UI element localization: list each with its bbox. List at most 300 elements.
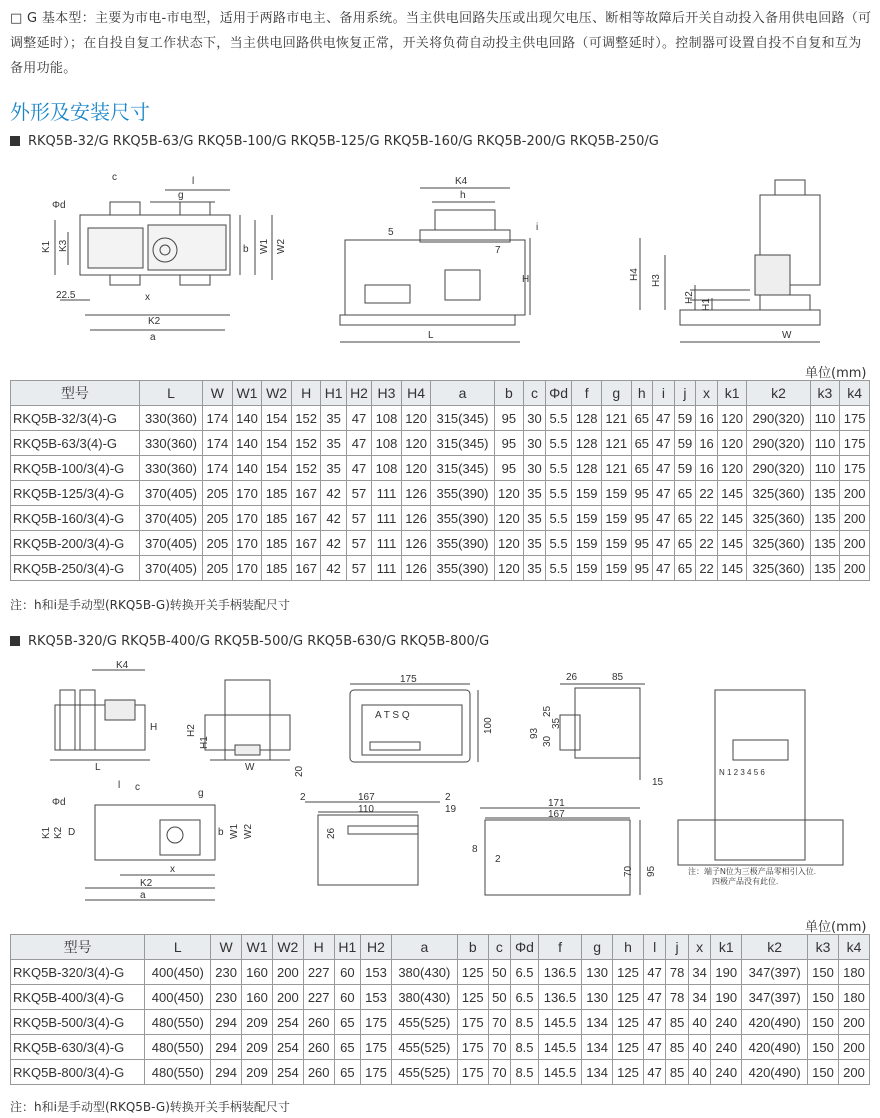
label-25: 25 xyxy=(542,705,553,717)
table-cell: 65 xyxy=(631,456,653,481)
label2-g: g xyxy=(198,788,204,799)
model-cell: RKQ5B-400/3(4)-G xyxy=(11,985,145,1010)
table-cell: 175 xyxy=(361,1060,392,1085)
table-cell: 480(550) xyxy=(145,1060,211,1085)
column-header: l xyxy=(643,935,665,960)
table-cell: 325(360) xyxy=(747,506,810,531)
label-w2: W2 xyxy=(276,239,287,254)
table-cell: 294 xyxy=(211,1060,242,1085)
table-cell: 78 xyxy=(666,985,688,1010)
model-cell: RKQ5B-100/3(4)-G xyxy=(11,456,140,481)
table-cell: 152 xyxy=(291,431,321,456)
table-cell: 200 xyxy=(838,1010,869,1035)
table-cell: 57 xyxy=(346,481,371,506)
table-cell: 190 xyxy=(711,985,742,1010)
label-2c: 2 xyxy=(495,854,501,865)
table-cell: 254 xyxy=(272,1035,303,1060)
terminal-view xyxy=(678,690,843,865)
table-cell: 50 xyxy=(488,985,510,1010)
table-cell: 175 xyxy=(361,1010,392,1035)
table-cell: 260 xyxy=(303,1035,334,1060)
table-cell: 294 xyxy=(211,1010,242,1035)
column-header: W1 xyxy=(242,935,273,960)
table-cell: 121 xyxy=(601,406,631,431)
table-cell: 150 xyxy=(808,985,839,1010)
table-cell: 240 xyxy=(711,1010,742,1035)
table-cell: 209 xyxy=(242,1010,273,1035)
label-2b: 2 xyxy=(445,792,451,803)
series-1-heading xyxy=(10,134,659,149)
table-cell: 78 xyxy=(666,960,688,985)
table-cell: 209 xyxy=(242,1060,273,1085)
table-cell: 420(490) xyxy=(742,1035,808,1060)
table-cell: 370(405) xyxy=(139,481,202,506)
table-cell: 110 xyxy=(810,431,840,456)
table-row xyxy=(11,531,870,556)
table-cell: 59 xyxy=(674,456,696,481)
table-cell: 50 xyxy=(488,960,510,985)
table-cell: 95 xyxy=(631,481,653,506)
table-cell: 159 xyxy=(572,556,602,581)
table-cell: 420(490) xyxy=(742,1060,808,1085)
bullet-square-icon xyxy=(10,136,20,146)
column-header: x xyxy=(696,381,718,406)
column-header: W1 xyxy=(232,381,262,406)
table-cell: 120 xyxy=(494,556,524,581)
series-2-label: RKQ5B-320/G RKQ5B-400/G RKQ5B-500/G RKQ5B-630/G RKQ5B-800/G xyxy=(28,634,490,649)
table-cell: 200 xyxy=(272,985,303,1010)
table-cell: 175 xyxy=(840,406,870,431)
column-header: h xyxy=(613,935,644,960)
table-cell: 65 xyxy=(631,406,653,431)
table-cell: 150 xyxy=(808,1035,839,1060)
column-header: c xyxy=(488,935,510,960)
table-cell: 260 xyxy=(303,1010,334,1035)
diagram-note-1: 注：端子N位为三极产品零相引入位. xyxy=(688,867,816,876)
table-cell: 108 xyxy=(372,406,402,431)
table-cell: 5.5 xyxy=(545,556,572,581)
column-header: k1 xyxy=(717,381,747,406)
table-cell: 174 xyxy=(203,456,233,481)
table-cell: 455(525) xyxy=(391,1060,457,1085)
table-row xyxy=(11,431,870,456)
column-header: k4 xyxy=(840,381,870,406)
table-cell: 154 xyxy=(262,406,292,431)
label-100: 100 xyxy=(483,717,494,734)
label-h: H xyxy=(522,274,530,285)
column-header: H2 xyxy=(346,381,371,406)
label-93: 93 xyxy=(529,727,540,739)
cutout-view xyxy=(529,672,664,788)
table-cell: 120 xyxy=(401,431,431,456)
label-7: 7 xyxy=(495,245,501,256)
drawings-set-2 xyxy=(0,660,880,910)
label-k2: K2 xyxy=(148,316,161,327)
front-view-2 xyxy=(41,780,254,901)
table-cell: 95 xyxy=(631,506,653,531)
table-cell: 95 xyxy=(494,406,524,431)
table-cell: 134 xyxy=(582,1035,613,1060)
table-cell: 160 xyxy=(242,960,273,985)
table-cell: 65 xyxy=(334,1035,360,1060)
label-h4: H4 xyxy=(629,268,640,281)
table-cell: 65 xyxy=(674,556,696,581)
table-cell: 47 xyxy=(653,506,675,531)
table-cell: 480(550) xyxy=(145,1010,211,1035)
table-cell: 315(345) xyxy=(431,406,494,431)
table-cell: 59 xyxy=(674,431,696,456)
isometric-view-2 xyxy=(50,660,157,773)
table-cell: 325(360) xyxy=(747,481,810,506)
table-cell: 128 xyxy=(572,431,602,456)
table-cell: 159 xyxy=(601,481,631,506)
column-header: b xyxy=(457,935,488,960)
table-cell: 145.5 xyxy=(538,1010,581,1035)
table-cell: 126 xyxy=(401,506,431,531)
table-cell: 150 xyxy=(808,960,839,985)
drawings-set-1 xyxy=(0,160,880,360)
table-cell: 240 xyxy=(711,1060,742,1085)
label2-x: x xyxy=(170,864,175,875)
table-cell: 121 xyxy=(601,456,631,481)
label-175: 175 xyxy=(400,674,417,685)
table-cell: 47 xyxy=(643,1060,665,1085)
table-cell: 205 xyxy=(203,531,233,556)
model-cell: RKQ5B-200/3(4)-G xyxy=(11,531,140,556)
label2-k1: K1 xyxy=(41,826,52,839)
table-cell: 160 xyxy=(242,985,273,1010)
table-cell: 5.5 xyxy=(545,406,572,431)
table-cell: 227 xyxy=(303,985,334,1010)
label2-c: c xyxy=(135,782,140,793)
table-cell: 85 xyxy=(666,1035,688,1060)
table-cell: 120 xyxy=(717,406,747,431)
model-cell: RKQ5B-250/3(4)-G xyxy=(11,556,140,581)
table-row xyxy=(11,1010,870,1035)
table-cell: 35 xyxy=(524,556,546,581)
table-cell: 47 xyxy=(653,531,675,556)
label-171: 171 xyxy=(548,798,565,809)
column-header: k3 xyxy=(810,381,840,406)
table-cell: 95 xyxy=(631,556,653,581)
table-cell: 65 xyxy=(334,1060,360,1085)
label-167b: 167 xyxy=(548,809,565,820)
table-cell: 57 xyxy=(346,556,371,581)
table-cell: 455(525) xyxy=(391,1035,457,1060)
table-cell: 5.5 xyxy=(545,456,572,481)
table-cell: 5.5 xyxy=(545,506,572,531)
spec-table-1 xyxy=(10,380,870,581)
table-cell: 200 xyxy=(840,556,870,581)
table-cell: 200 xyxy=(840,531,870,556)
table-cell: 70 xyxy=(488,1010,510,1035)
table-cell: 126 xyxy=(401,556,431,581)
table-cell: 260 xyxy=(303,1060,334,1085)
label-phid: Φd xyxy=(52,200,66,211)
table-cell: 400(450) xyxy=(145,985,211,1010)
table-cell: 150 xyxy=(808,1060,839,1085)
table-cell: 111 xyxy=(372,481,402,506)
table-cell: 154 xyxy=(262,431,292,456)
column-header: 型号 xyxy=(11,935,145,960)
table-cell: 190 xyxy=(711,960,742,985)
label-k1: K1 xyxy=(41,240,52,253)
table-cell: 330(360) xyxy=(139,406,202,431)
table-cell: 175 xyxy=(457,1035,488,1060)
table-cell: 175 xyxy=(840,456,870,481)
table-header-row xyxy=(11,935,870,960)
label2-l: l xyxy=(118,780,121,791)
table-cell: 152 xyxy=(291,406,321,431)
table-cell: 120 xyxy=(494,481,524,506)
table-cell: 185 xyxy=(262,556,292,581)
table-cell: 170 xyxy=(232,531,262,556)
table-cell: 167 xyxy=(291,481,321,506)
label-k4: K4 xyxy=(455,176,468,187)
table-cell: 85 xyxy=(666,1060,688,1085)
table-cell: 167 xyxy=(291,506,321,531)
table-cell: 22 xyxy=(696,506,718,531)
table-cell: 145.5 xyxy=(538,1035,581,1060)
table-cell: 175 xyxy=(457,1010,488,1035)
table-cell: 135 xyxy=(810,481,840,506)
table-cell: 370(405) xyxy=(139,556,202,581)
table-cell: 35 xyxy=(321,431,346,456)
table-cell: 70 xyxy=(488,1060,510,1085)
column-header: g xyxy=(601,381,631,406)
table-cell: 159 xyxy=(572,506,602,531)
label2-w: W xyxy=(245,762,255,773)
table-cell: 290(320) xyxy=(747,406,810,431)
table-cell: 480(550) xyxy=(145,1035,211,1060)
table-cell: 42 xyxy=(321,556,346,581)
diagram-note-2: 四极产品没有此位. xyxy=(712,877,779,886)
table-row xyxy=(11,481,870,506)
column-header: 型号 xyxy=(11,381,140,406)
column-header: W xyxy=(211,935,242,960)
table-cell: 30 xyxy=(524,431,546,456)
table-cell: 135 xyxy=(810,531,840,556)
table-cell: 330(360) xyxy=(139,456,202,481)
side-view-2 xyxy=(186,680,305,777)
table-cell: 110 xyxy=(810,406,840,431)
table-cell: 145 xyxy=(717,556,747,581)
table-cell: 167 xyxy=(291,531,321,556)
table-cell: 120 xyxy=(401,456,431,481)
panel-text: A T S Q xyxy=(375,710,410,721)
end-view-1 xyxy=(629,180,820,342)
table-cell: 8.5 xyxy=(511,1010,539,1035)
table-cell: 200 xyxy=(840,481,870,506)
table-cell: 290(320) xyxy=(747,456,810,481)
table-cell: 128 xyxy=(572,406,602,431)
table-cell: 347(397) xyxy=(742,960,808,985)
label-l: l xyxy=(192,176,195,187)
table-cell: 57 xyxy=(346,506,371,531)
label-15: 15 xyxy=(652,777,664,788)
label-w1: W1 xyxy=(259,239,270,254)
label2-h1: H1 xyxy=(199,736,210,749)
table-cell: 159 xyxy=(601,506,631,531)
label-85: 85 xyxy=(612,672,624,683)
label-95: 95 xyxy=(646,865,657,877)
table-cell: 125 xyxy=(457,985,488,1010)
side-view-1 xyxy=(340,176,538,342)
table-cell: 57 xyxy=(346,531,371,556)
table-cell: 111 xyxy=(372,556,402,581)
table-cell: 145 xyxy=(717,531,747,556)
label-c: c xyxy=(112,172,117,183)
table-cell: 47 xyxy=(643,1035,665,1060)
series-1-label: RKQ5B-32/G RKQ5B-63/G RKQ5B-100/G RKQ5B-125/G RKQ5B-160/G RKQ5B-200/G RKQ5B-250/G xyxy=(28,134,659,149)
table-header-row xyxy=(11,381,870,406)
table-cell: 5.5 xyxy=(545,481,572,506)
mount-view-3 xyxy=(472,798,657,895)
table-cell: 200 xyxy=(840,506,870,531)
table-row xyxy=(11,1035,870,1060)
table-cell: 325(360) xyxy=(747,556,810,581)
table-cell: 8.5 xyxy=(511,1060,539,1085)
table-cell: 111 xyxy=(372,506,402,531)
table-cell: 174 xyxy=(203,406,233,431)
column-header: f xyxy=(538,935,581,960)
table-cell: 30 xyxy=(524,406,546,431)
label-5: 5 xyxy=(388,227,394,238)
table-cell: 16 xyxy=(696,406,718,431)
label-k3: K3 xyxy=(58,239,69,252)
table-cell: 85 xyxy=(666,1010,688,1035)
table-cell: 47 xyxy=(653,481,675,506)
table-cell: 145 xyxy=(717,481,747,506)
table-cell: 125 xyxy=(613,1060,644,1085)
mount-view-2 xyxy=(300,792,457,885)
table-cell: 254 xyxy=(272,1060,303,1085)
column-header: W xyxy=(203,381,233,406)
table-cell: 125 xyxy=(613,1010,644,1035)
column-header: k1 xyxy=(711,935,742,960)
table-cell: 47 xyxy=(346,456,371,481)
table-cell: 47 xyxy=(653,456,675,481)
unit-label-2: 单位(mm) xyxy=(805,920,867,935)
table-cell: 175 xyxy=(840,431,870,456)
table-cell: 22 xyxy=(696,481,718,506)
column-header: a xyxy=(391,935,457,960)
table-cell: 35 xyxy=(321,456,346,481)
column-header: c xyxy=(524,381,546,406)
model-cell: RKQ5B-32/3(4)-G xyxy=(11,406,140,431)
label-30: 30 xyxy=(542,735,553,747)
table-cell: 159 xyxy=(601,556,631,581)
table-cell: 47 xyxy=(643,1010,665,1035)
table-cell: 370(405) xyxy=(139,531,202,556)
table-row xyxy=(11,985,870,1010)
table-cell: 380(430) xyxy=(391,960,457,985)
table-cell: 126 xyxy=(401,481,431,506)
table-cell: 136.5 xyxy=(538,960,581,985)
table-row xyxy=(11,1060,870,1085)
label2-b: b xyxy=(218,827,224,838)
column-header: g xyxy=(582,935,613,960)
column-header: H2 xyxy=(361,935,392,960)
label-70: 70 xyxy=(623,865,634,877)
table-cell: 205 xyxy=(203,556,233,581)
table-cell: 400(450) xyxy=(145,960,211,985)
table-cell: 134 xyxy=(582,1010,613,1035)
label-110: 110 xyxy=(358,804,374,815)
column-header: H1 xyxy=(334,935,360,960)
label-35: 35 xyxy=(551,717,562,729)
terminal-numbers: N 1 2 3 4 5 6 xyxy=(719,768,765,777)
label2-a: a xyxy=(140,890,146,901)
column-header: L xyxy=(145,935,211,960)
column-header: x xyxy=(688,935,710,960)
series-2-heading xyxy=(10,634,489,649)
table-cell: 111 xyxy=(372,531,402,556)
table-cell: 110 xyxy=(810,456,840,481)
table-cell: 355(390) xyxy=(431,506,494,531)
table-cell: 325(360) xyxy=(747,531,810,556)
column-header: Φd xyxy=(545,381,572,406)
label-26: 26 xyxy=(566,672,578,683)
label-i: i xyxy=(536,222,539,233)
model-cell: RKQ5B-63/3(4)-G xyxy=(11,431,140,456)
table-cell: 134 xyxy=(582,1060,613,1085)
label-h3: H3 xyxy=(651,274,662,287)
table-cell: 126 xyxy=(401,531,431,556)
model-cell: RKQ5B-800/3(4)-G xyxy=(11,1060,145,1085)
table-cell: 5.5 xyxy=(545,531,572,556)
table-cell: 16 xyxy=(696,456,718,481)
table-cell: 5.5 xyxy=(545,431,572,456)
column-header: f xyxy=(572,381,602,406)
table-cell: 290(320) xyxy=(747,431,810,456)
label2-h2: H2 xyxy=(186,724,197,737)
spec-table-2 xyxy=(10,934,870,1085)
note-2: 注：h和i是手动型(RKQ5B-G)转换开关手柄装配尺寸 xyxy=(10,1100,290,1114)
table-cell: 130 xyxy=(582,960,613,985)
table-cell: 140 xyxy=(232,456,262,481)
table-cell: 159 xyxy=(572,531,602,556)
label-2a: 2 xyxy=(300,792,306,803)
table-cell: 150 xyxy=(808,1010,839,1035)
column-header: a xyxy=(431,381,494,406)
table-cell: 159 xyxy=(572,481,602,506)
table-cell: 34 xyxy=(688,985,710,1010)
label-h1: H1 xyxy=(701,298,712,311)
table-cell: 154 xyxy=(262,456,292,481)
panel-view xyxy=(350,674,494,762)
label2-phid: Φd xyxy=(52,797,66,808)
table-cell: 95 xyxy=(631,531,653,556)
label-a: a xyxy=(150,332,156,343)
table-cell: 121 xyxy=(601,431,631,456)
table-cell: 167 xyxy=(291,556,321,581)
table-cell: 16 xyxy=(696,431,718,456)
table-cell: 140 xyxy=(232,406,262,431)
table-cell: 180 xyxy=(838,960,869,985)
table-cell: 95 xyxy=(494,431,524,456)
table-cell: 455(525) xyxy=(391,1010,457,1035)
note-1: 注：h和i是手动型(RKQ5B-G)转换开关手柄装配尺寸 xyxy=(10,598,290,612)
column-header: k2 xyxy=(747,381,810,406)
table-cell: 42 xyxy=(321,531,346,556)
table-cell: 145 xyxy=(717,506,747,531)
table-cell: 30 xyxy=(524,456,546,481)
label-L: L xyxy=(428,330,434,341)
label-h2: H2 xyxy=(684,291,695,304)
table-cell: 420(490) xyxy=(742,1010,808,1035)
column-header: H1 xyxy=(321,381,346,406)
